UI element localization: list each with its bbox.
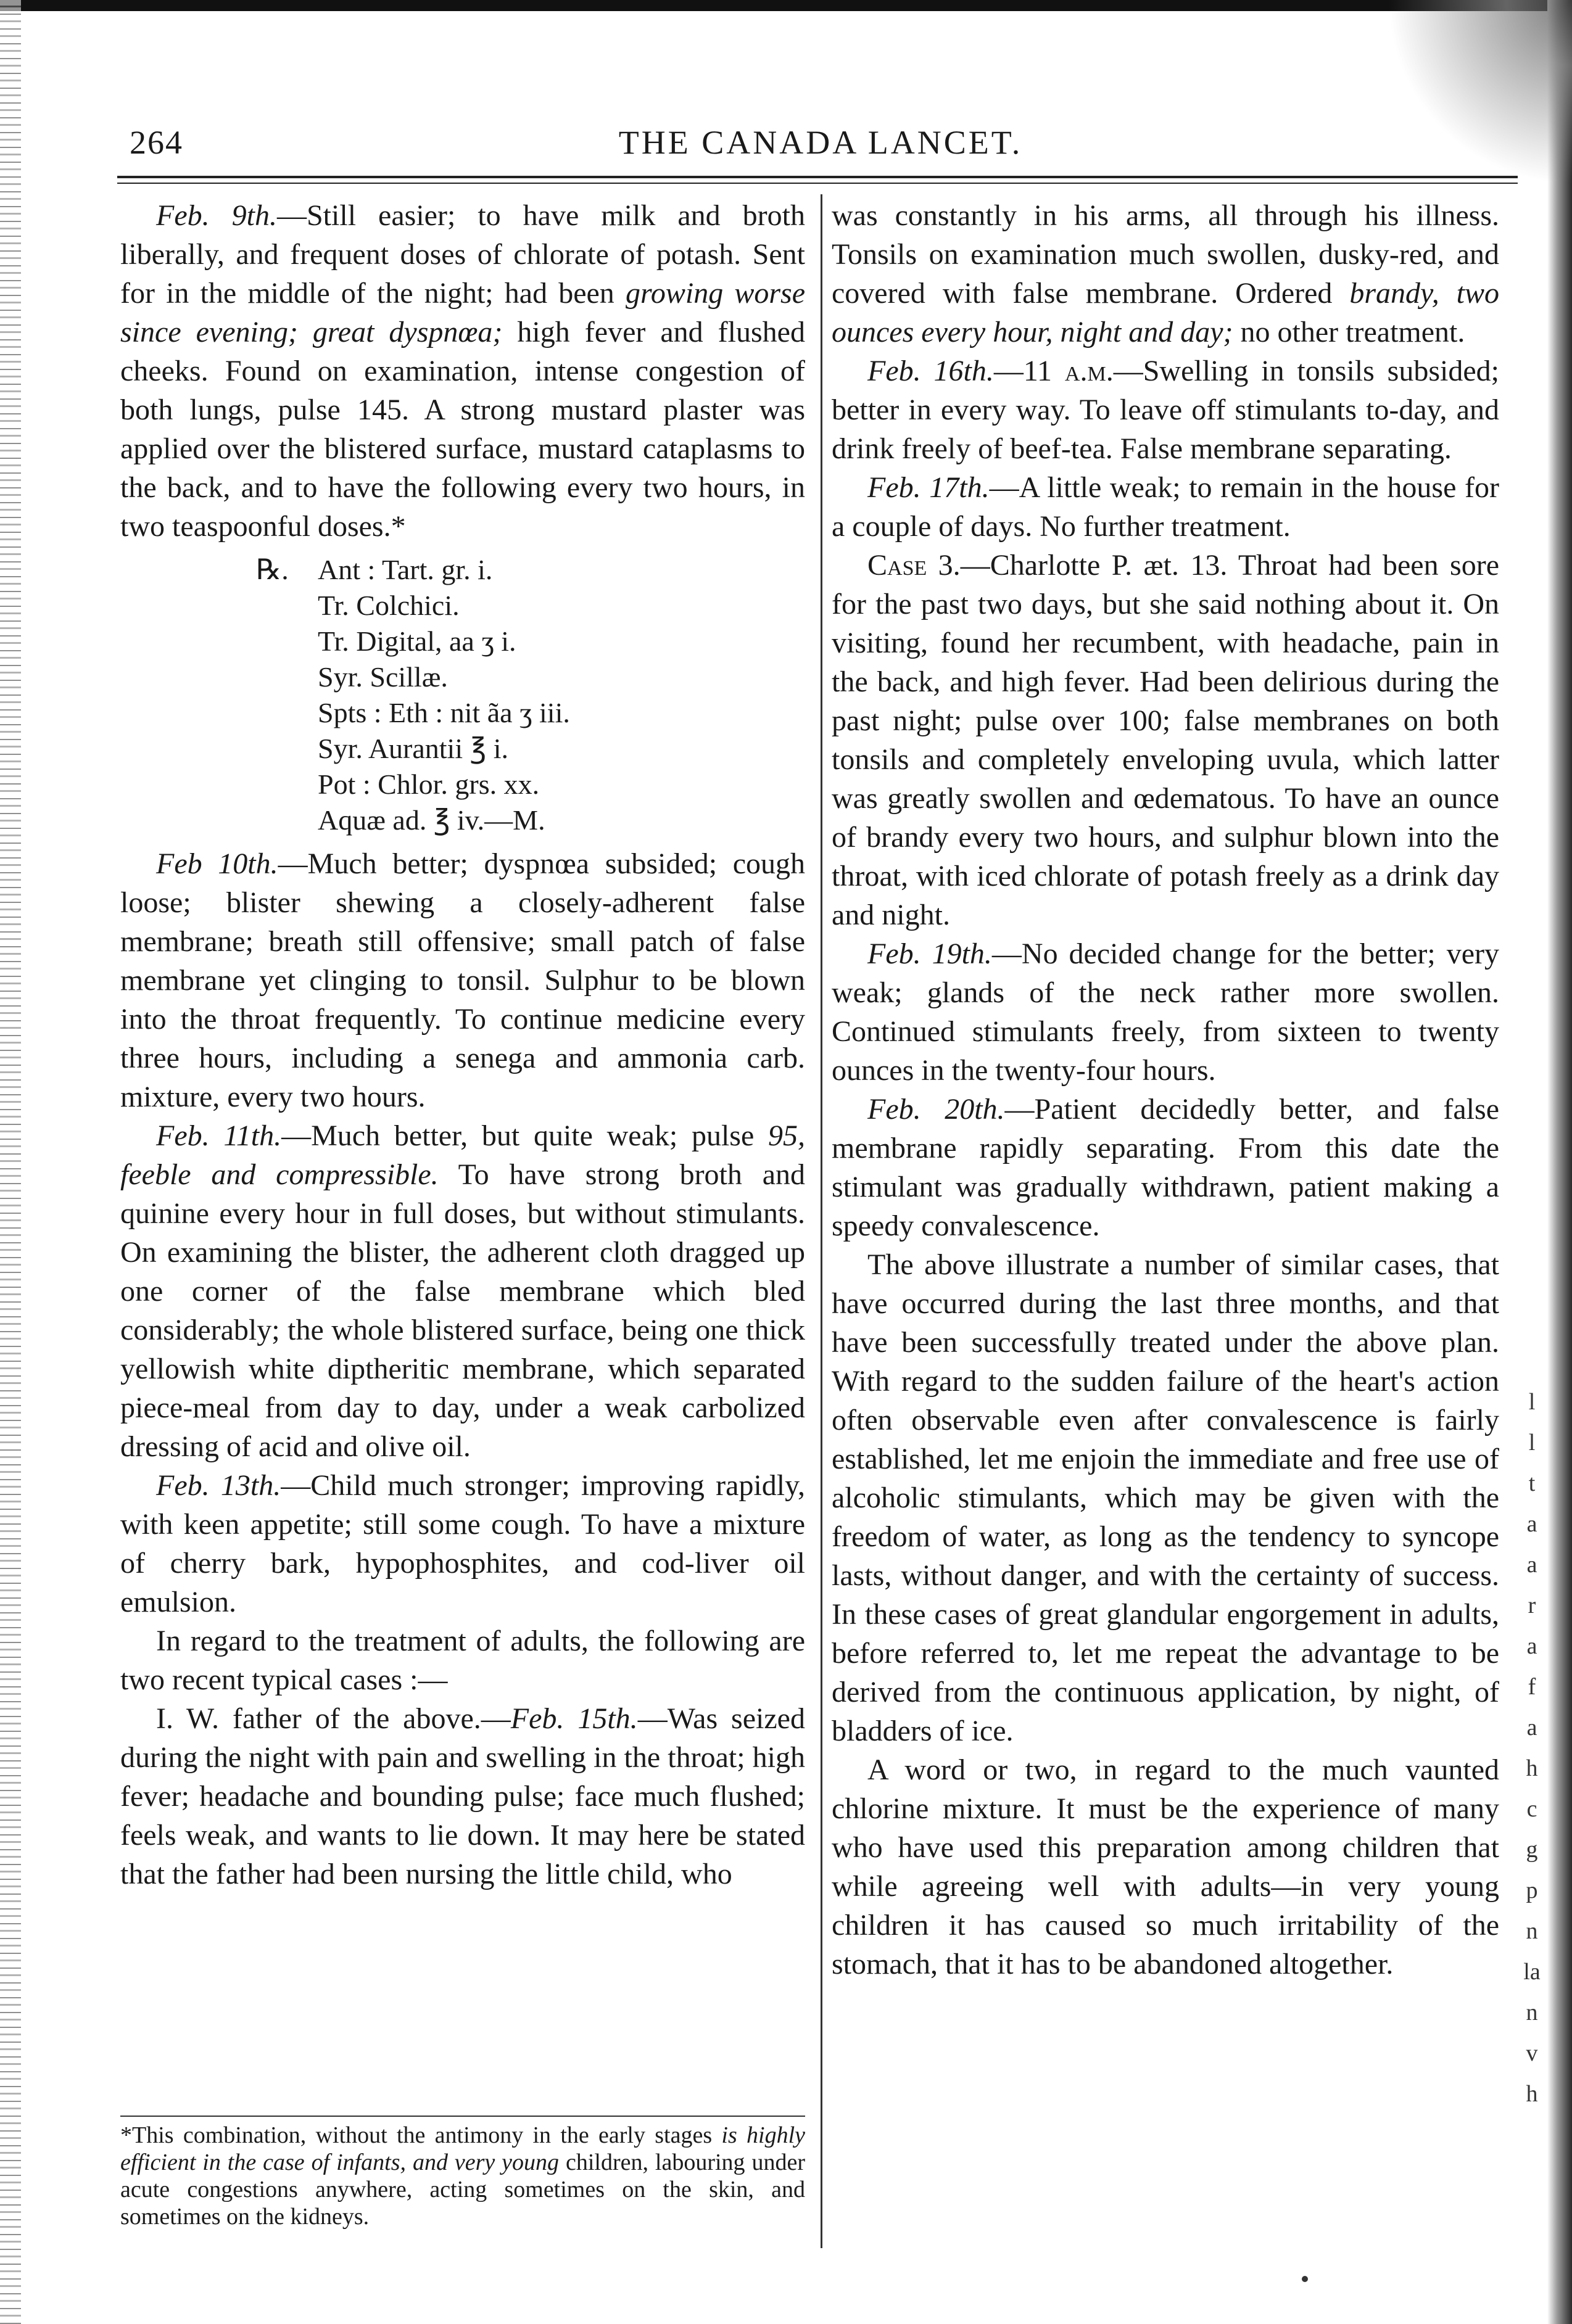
entry-date: Feb 10th. bbox=[156, 847, 278, 880]
entry-date: Feb. 11th. bbox=[156, 1119, 282, 1152]
paragraph: A word or two, in regard to the much vaunted chlorine mixture. It must be the experience of many who have used this preparation among children that while agreeing well with adults—in very young children it has caused so much irritability of the stomach, that it has to be abandoned altogether. bbox=[832, 1753, 1499, 1980]
scan-left-edge bbox=[0, 0, 21, 2324]
footnote: *This combination, without the antimony in the early stages is highly efficient in the case of infants, and very young children, labouring under acute congestions anywhere, acting sometimes on the skin, and sometimes on the kidneys. bbox=[120, 2122, 806, 2230]
prescription-line: Spts : Eth : nit ãa ʒ iii. bbox=[318, 697, 570, 728]
page-number: 264 bbox=[130, 124, 183, 161]
margin-fragment: l bbox=[1528, 1430, 1536, 1456]
prescription-lines bbox=[318, 552, 805, 838]
header-rule bbox=[117, 176, 1518, 178]
paragraph: was constantly in his arms, all through his illness. Tonsils on examination much swollen, dusky-red, and covered with false membrane. Ordered brandy, two ounces every hour, night and day; no other treatment. bbox=[832, 199, 1500, 348]
entry-date: Feb. 20th. bbox=[867, 1093, 1005, 1126]
paragraph: Feb 10th.—Much better; dyspnœa subsided; cough loose; blister shewing a closely-adherent false membrane; breath still offensive; small patch of false membrane yet clinging to tonsil. Sulphur to be blown into the throat frequently. To continue medicine every three hours, including a senega and ammonia carb. mixture, every two hours. bbox=[120, 847, 805, 1113]
paragraph: In regard to the treatment of adults, the following are two recent typical cases :— bbox=[120, 1625, 805, 1696]
margin-fragment: a bbox=[1526, 1552, 1537, 1578]
margin-fragment: r bbox=[1528, 1593, 1536, 1618]
entry-date: Feb. 9th. bbox=[156, 199, 277, 232]
prescription-line: Syr. Scillæ. bbox=[318, 661, 448, 693]
prescription-line: Ant : Tart. gr. i. bbox=[318, 554, 493, 585]
paragraph: Feb. 11th.—Much better, but quite weak; pulse 95, feeble and compressible. To have strong broth and quinine every hour in full doses, but without stimulants. On examining the blister, the adherent cloth dragged up one corner of the false membrane which bled considerably; the whole blistered surface, being one thick yellowish white diptheritic membrane, which separated piece-meal from day to day, under a weak carbolized dressing of acid and olive oil. bbox=[120, 1119, 805, 1463]
paragraph: The above illustrate a number of similar cases, that have occurred during the last three months, and that have been successfully treated under the above plan. With regard to the sudden failure of the heart's action often observable even after convalescence is fairly established, let me enjoin the immediate and free use of alcoholic stimulants, which may be given with the freedom of water, as long as the tendency to syncope lasts, without danger, and with the certainty of success. In these cases of great glandular engorgement in adults, before referred to, let me repeat the advantage to be derived from the continuous application, by night, of bladders of ice. bbox=[832, 1248, 1499, 1747]
scan-top-border bbox=[0, 0, 1572, 11]
paragraph: Case 3.—Charlotte P. æt. 13. Throat had been sore for the past two days, but she said nothing about it. On visiting, found her recumbent, with headache, pain in the back, and high fever. Had been delirious during the past night; pulse over 100; false membranes on both tonsils and completely enveloping uvula, which latter was greatly swollen and œdematous. To have an ounce of brandy every two hours, and sulphur blown into the throat, with iced chlorate of potash freely as a drink day and night. bbox=[832, 549, 1499, 931]
case-heading: Case 3. bbox=[867, 549, 961, 582]
margin-fragment: p bbox=[1526, 1877, 1538, 1903]
margin-fragment: h bbox=[1526, 1755, 1538, 1781]
running-title: THE CANADA LANCET. bbox=[618, 124, 1023, 161]
margin-fragment: la bbox=[1523, 1959, 1541, 1985]
entry-date: Feb. 13th. bbox=[156, 1469, 281, 1502]
margin-fragment: n bbox=[1526, 2000, 1538, 2025]
margin-fragment: f bbox=[1528, 1674, 1536, 1700]
margin-fragment: v bbox=[1526, 2040, 1538, 2066]
paragraph: Feb. 13th.—Child much stronger; improving rapidly, with keen appetite; still some cough. To have a mixture of cherry bark, hypophosphites, and cod-liver oil emulsion. bbox=[120, 1469, 805, 1618]
margin-fragment: l bbox=[1528, 1389, 1536, 1415]
paragraph: Feb. 9th.—Still easier; to have milk and broth liberally, and frequent doses of chlorate of potash. Sent for in the middle of the night; had been growing worse since evening; great dyspnœa; high fever and flushed cheeks. Found on examination, intense congestion of both lungs, pulse 145. A strong mustard plaster was applied over the blistered surface, mustard cataplasms to the back, and to have the following every two hours, in two teaspoonful doses.* bbox=[120, 199, 805, 543]
prescription bbox=[256, 552, 805, 838]
entry-date: Feb. 15th. bbox=[510, 1702, 638, 1735]
column-divider bbox=[821, 194, 822, 2248]
adjacent-page-fragments bbox=[1523, 1382, 1541, 2122]
footnote-rule bbox=[120, 2116, 805, 2117]
margin-fragment: c bbox=[1526, 1796, 1537, 1822]
paragraph: Feb. 20th.—Patient decidedly better, and false membrane rapidly separating. From this date the stimulant was gradually withdrawn, patient making a speedy convalescence. bbox=[832, 1093, 1500, 1242]
prescription-line: Aquæ ad. ℥ iv.—M. bbox=[318, 804, 545, 836]
header-rule-thin bbox=[117, 183, 1518, 184]
entry-date: Feb. 16th. bbox=[867, 355, 994, 387]
recipe-symbol: ℞. bbox=[256, 554, 289, 585]
margin-fragment: a bbox=[1526, 1511, 1537, 1537]
margin-fragment: a bbox=[1526, 1715, 1537, 1741]
margin-fragment: h bbox=[1526, 2081, 1538, 2107]
prescription-line: Syr. Aurantii ℥ i. bbox=[318, 733, 508, 764]
entry-date: Feb. 19th. bbox=[867, 937, 992, 970]
right-column bbox=[832, 196, 1499, 1984]
paragraph: I. W. father of the above.—Feb. 15th.—Was seized during the night with pain and swelling in the throat; high fever; headache and bounding pulse; face much flushed; feels weak, and wants to lie down. It may here be stated that the father had been nursing the little child, who bbox=[120, 1702, 805, 1890]
left-column bbox=[120, 196, 805, 1893]
margin-fragment: t bbox=[1528, 1470, 1536, 1496]
page-header bbox=[111, 117, 1530, 167]
prescription-line: Tr. Digital, aa ʒ i. bbox=[318, 625, 516, 657]
ink-speck bbox=[1302, 2276, 1308, 2282]
margin-fragment: n bbox=[1526, 1918, 1538, 1944]
paragraph: Feb. 19th.—No decided change for the better; very weak; glands of the neck rather more swollen. Continued stimulants freely, from sixteen to twenty ounces in the twenty-four hours. bbox=[832, 937, 1499, 1087]
prescription-line: Tr. Colchici. bbox=[318, 590, 460, 621]
scan-right-edge bbox=[1547, 0, 1572, 2324]
margin-fragment: g bbox=[1526, 1837, 1538, 1863]
paragraph: Feb. 17th.—A little weak; to remain in the house for a couple of days. No further treatment. bbox=[832, 471, 1500, 543]
paragraph: Feb. 16th.—11 a.m.—Swelling in tonsils subsided; better in every way. To leave off stimulants to-day, and drink freely of beef-tea. False membrane separating. bbox=[832, 355, 1499, 465]
prescription-line: Pot : Chlor. grs. xx. bbox=[318, 768, 540, 800]
margin-fragment: a bbox=[1526, 1633, 1537, 1659]
entry-date: Feb. 17th. bbox=[867, 471, 990, 504]
